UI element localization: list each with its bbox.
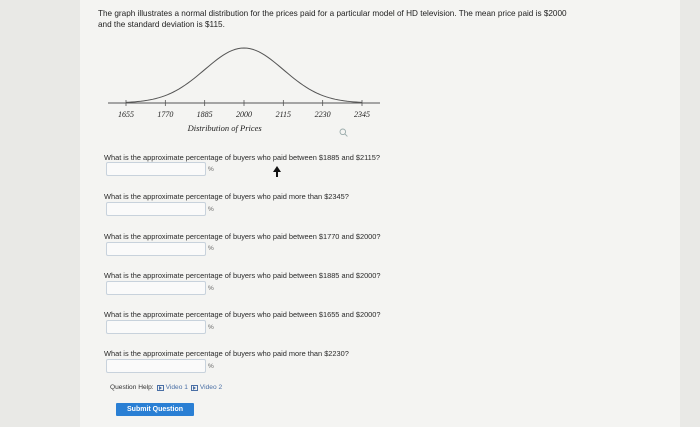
question-3-text: What is the approximate percentage of buyers who paid between $1770 and $2000?	[104, 232, 381, 241]
question-page	[80, 0, 680, 427]
question-1-text: What is the approximate percentage of buyers who paid between $1885 and $2115?	[104, 153, 380, 162]
magnifier-icon[interactable]	[339, 128, 348, 137]
question-3-answer-field[interactable]	[106, 242, 206, 256]
question-1-percent-unit: %	[208, 166, 214, 173]
question-help-label: Question Help:	[110, 384, 154, 391]
submit-question-button[interactable]: Submit Question	[116, 403, 194, 416]
x-tick-label: 1770	[157, 110, 174, 119]
normal-curve	[126, 48, 362, 102]
problem-statement: The graph illustrates a normal distribution for the prices paid for a particular model of HD television. The mean price paid is $2000 and the standard deviation is $115.	[98, 9, 567, 29]
question-6-answer-field[interactable]	[106, 359, 206, 373]
question-2-text: What is the approximate percentage of buyers who paid more than $2345?	[104, 192, 349, 201]
question-4-text: What is the approximate percentage of buyers who paid between $1885 and $2000?	[104, 271, 381, 280]
x-tick-label: 2230	[314, 110, 331, 119]
mouse-cursor-icon	[273, 166, 281, 177]
question-6-text: What is the approximate percentage of buyers who paid more than $2230?	[104, 349, 349, 358]
x-axis-title: Distribution of Prices	[187, 123, 262, 133]
question-4-percent-unit: %	[208, 285, 214, 292]
x-tick-label: 2115	[275, 110, 292, 119]
question-5-text: What is the approximate percentage of buyers who paid between $1655 and $2000?	[104, 310, 381, 319]
video-2-link[interactable]	[191, 384, 222, 391]
question-4-answer-field[interactable]	[106, 281, 206, 295]
video-1-label: Video 1	[165, 384, 188, 391]
play-video-icon	[191, 385, 198, 391]
question-5-answer-field[interactable]	[106, 320, 206, 334]
x-tick-label: 1655	[118, 110, 134, 119]
play-video-icon	[157, 385, 164, 391]
question-6-percent-unit: %	[208, 363, 214, 370]
question-help-row	[110, 384, 222, 391]
question-2-percent-unit: %	[208, 206, 214, 213]
video-2-label: Video 2	[199, 384, 223, 391]
x-tick-label: 2000	[236, 110, 252, 119]
question-3-percent-unit: %	[208, 245, 214, 252]
x-tick-label: 2345	[354, 110, 370, 119]
question-2-answer-field[interactable]	[106, 202, 206, 216]
normal-distribution-graph	[80, 0, 680, 150]
x-tick-label: 1885	[196, 110, 213, 119]
question-5-percent-unit: %	[208, 324, 214, 331]
question-1-answer-field[interactable]	[106, 162, 206, 176]
video-1-link[interactable]	[157, 384, 188, 391]
